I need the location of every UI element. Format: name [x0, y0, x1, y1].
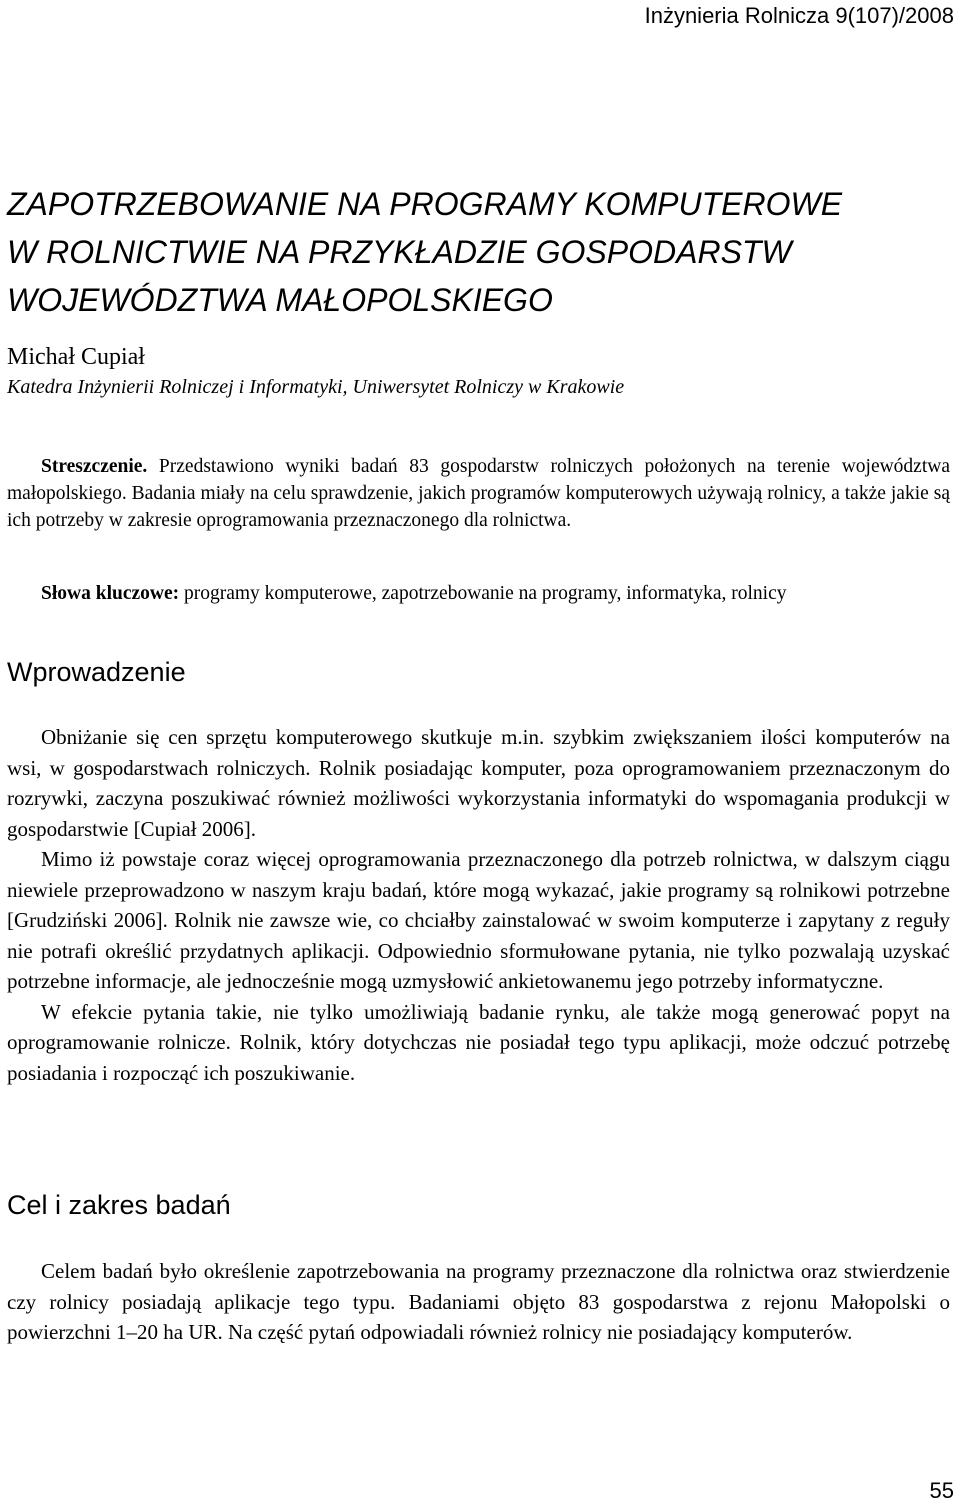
section-body-goal [7, 1256, 950, 1348]
page-number: 55 [929, 1478, 954, 1503]
keywords-label: Słowa kluczowe: [41, 583, 180, 604]
section-heading-intro: Wprowadzenie [7, 657, 186, 687]
journal-header: Inżynieria Rolnicza 9(107)/2008 [644, 3, 954, 28]
paper-title [7, 180, 952, 324]
title-line: WOJEWÓDZTWA MAŁOPOLSKIEGO [7, 282, 553, 318]
keywords-text: programy komputerowe, zapotrzebowanie na programy, informatyka, rolnicy [179, 583, 787, 604]
abstract [7, 453, 950, 534]
author-affiliation: Katedra Inżynierii Rolniczej i Informatyki, Uniwersytet Rolniczy w Krakowie [7, 376, 625, 398]
paragraph: W efekcie pytania takie, nie tylko umożliwiają badanie rynku, ale także mogą generować popyt na oprogramowanie rolnicze. Rolnik, który dotychczas nie posiadał tego typu aplikacji, może odczuć potrzebę posiadania i rozpocząć ich poszukiwanie. [7, 999, 950, 1085]
abstract-label: Streszczenie. [41, 456, 148, 477]
abstract-text: Przedstawiono wyniki badań 83 gospodarstw rolniczych położonych na terenie województwa małopolskiego. Badania miały na celu sprawdzenie, jakich programów komputerowych używają rolnicy, a także jakie są ich potrzeby w zakresie oprogramowania przeznaczonego dla rolnictwa. [7, 456, 950, 531]
author-name: Michał Cupiał [7, 344, 145, 370]
title-line: W ROLNICTWIE NA PRZYKŁADZIE GOSPODARSTW [7, 234, 792, 270]
paragraph: Mimo iż powstaje coraz więcej oprogramowania przeznaczonego dla potrzeb rolnictwa, w dalszym ciągu niewiele przeprowadzono w naszym kraju badań, które mogą wykazać, jakie programy są rolnikowi potrzebne [Grudziński 2006]. Rolnik nie zawsze wie, co chciałby zainstalować w swoim komputerze i zapytany z reguły nie potrafi określić przydatnych aplikacji. Odpowiednio sformułowane pytania, nie tylko pozwalają uzyskać potrzebne informacje, ale jednocześnie mogą uzmysłowić ankietowanemu jego potrzeby informatyczne. [7, 847, 950, 993]
section-body-intro [7, 722, 950, 1088]
title-line: ZAPOTRZEBOWANIE NA PROGRAMY KOMPUTEROWE [7, 186, 843, 222]
paragraph: Celem badań było określenie zapotrzebowania na programy przeznaczone dla rolnictwa oraz stwierdzenie czy rolnicy posiadają aplikacje tego typu. Badaniami objęto 83 gospodarstwa z rejonu Małopolski o powierzchni 1–20 ha UR. Na część pytań odpowiadali również rolnicy nie posiadający komputerów. [7, 1259, 950, 1344]
section-heading-goal: Cel i zakres badań [7, 1190, 231, 1220]
keywords [7, 580, 950, 607]
paragraph: Obniżanie się cen sprzętu komputerowego skutkuje m.in. szybkim zwiększaniem ilości komputerów na wsi, w gospodarstwach rolniczych. Rolnik posiadając komputer, poza oprogramowaniem przeznaczonym do rozrywki, zaczyna poszukiwać również możliwości wykorzystania informatyki do wspomagania produkcji w gospodarstwie [Cupiał 2006]. [7, 725, 950, 841]
